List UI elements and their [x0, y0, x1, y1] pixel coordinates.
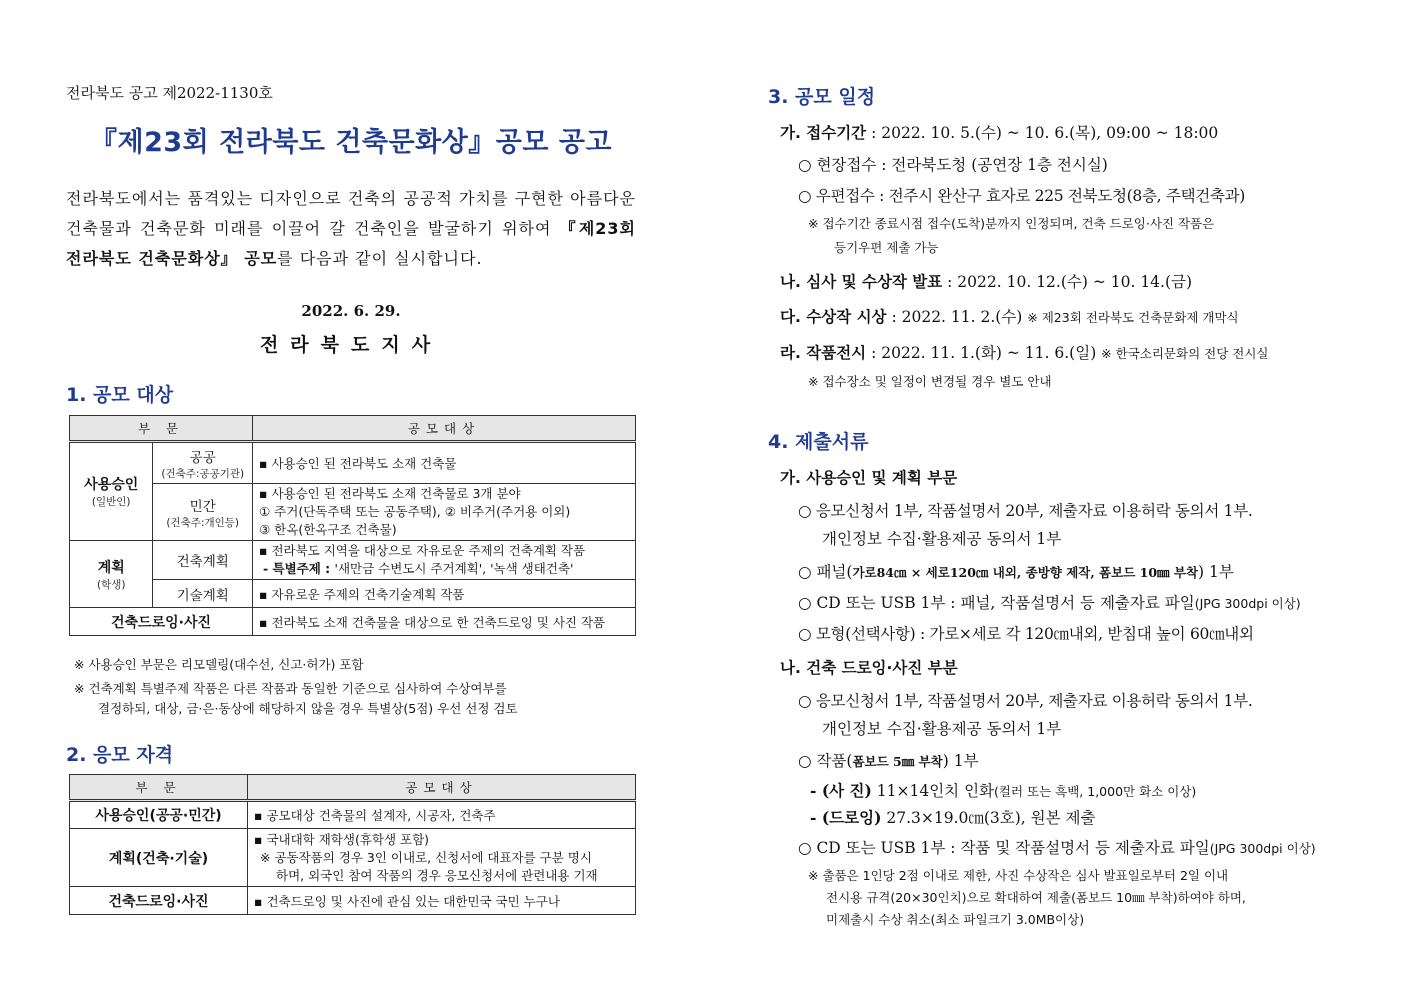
schedule-review — [780, 270, 1192, 292]
intro-text-1: 전라북도에서는 품격있는 디자인으로 건축의 공공적 가치를 구현한 아름다운 건축물과 건축문화 미래를 이끌어 갈 건축인을 발굴하기 위하여 — [66, 189, 636, 238]
section-2-title: 2. 응모 자격 — [66, 744, 174, 766]
table2-header-division: 부 문 — [70, 775, 248, 801]
private-target-line-2: ① 주거(단독주택 또는 공동주택), ② 비주거(주거용 이외) — [259, 504, 571, 519]
qualification-table — [69, 774, 636, 915]
receipt-note-2: 등기우편 제출 가능 — [834, 240, 939, 255]
section-1-title: 1. 공모 대상 — [66, 384, 174, 406]
work-spec: 폼보드 5㎜ 부착 — [852, 754, 943, 769]
special-theme-label: - 특별주제 : — [262, 561, 335, 576]
special-theme-value: '새만금 수변도시 주거계획', '녹색 생태건축' — [334, 561, 574, 576]
cell-arch-plan: 건축계획 — [153, 541, 253, 580]
cell-public-target: ▪ 사용승인 된 전라북도 소재 건축물 — [253, 442, 636, 484]
docs-b-line-1: ○ 응모신청서 1부, 작품설명서 20부, 제출자료 이용허락 동의서 1부. — [798, 692, 1253, 710]
table2-header-target: 공모대상 — [248, 775, 636, 801]
sub-private: (건축주:개인등) — [166, 516, 240, 529]
docs-b-photo — [810, 779, 1196, 801]
schedule-receipt — [780, 121, 1218, 143]
docs-b-work — [798, 749, 979, 771]
q-plan-line-1: ▪ 국내대학 재학생(휴학생 포함) — [254, 831, 430, 847]
docs-b-line-1b: 개인정보 수집·활용제공 동의서 1부 — [822, 720, 1062, 738]
intro-bold: 『제23회 전라북도 건축문화상』 공모 — [66, 219, 636, 268]
cell-drawing-target: ▪ 전라북도 소재 건축물을 대상으로 한 건축드로잉 및 사진 작품 — [253, 608, 636, 636]
receipt-value: : 2022. 10. 5.(수) ~ 10. 6.(목), 09:00 ~ 18:00 — [866, 124, 1219, 142]
cell-tech-plan-target: ▪ 자유로운 주제의 건축기술계획 작품 — [253, 580, 636, 608]
table-header-division: 부 문 — [70, 416, 253, 442]
photo-spec: 11×14인치 인화 — [871, 782, 995, 800]
cell-q-drawing-target: ▪ 건축드로잉 및 사진에 관심 있는 대한민국 국민 누구나 — [248, 887, 636, 915]
docs-b-note-2: 전시용 규격(20×30인치)으로 확대하여 제출(폼보드 10㎜ 부착)하여야 하며, — [826, 890, 1246, 905]
docs-b-drawing — [810, 806, 1095, 828]
intro-paragraph — [66, 184, 636, 274]
receipt-note-1: ※ 접수기간 종료시점 접수(도착)분까지 인정되며, 건축 드로잉·사진 작품은 — [808, 216, 1215, 231]
b-cd-spec: (JPG 300dpi 이상) — [1209, 841, 1316, 856]
panel-suffix: ) 1부 — [1198, 563, 1234, 581]
section-4-title: 4. 제출서류 — [768, 431, 869, 453]
notice-number: 전라북도 공고 제2022-1130호 — [66, 84, 273, 102]
docs-a-model: ○ 모형(선택사항) : 가로×세로 각 120㎝내외, 받침대 높이 60㎝내외 — [798, 625, 1254, 643]
cd-spec: (JPG 300dpi 이상) — [1194, 596, 1301, 611]
award-label: 다. 수상작 시상 — [780, 308, 887, 326]
note-special-theme-1: ※ 건축계획 특별주제 작품은 다른 작품과 동일한 기준으로 심사하여 수상여부를 — [74, 681, 507, 696]
b-cd-text: ○ CD 또는 USB 1부 : 작품 및 작품설명서 등 제출자료 파일 — [798, 839, 1210, 857]
label-plan: 계획 — [97, 559, 125, 576]
schedule-award — [780, 305, 1239, 327]
q-plan-line-3: 하며, 외국인 참여 작품의 경우 응모신청서에 관련내용 기재 — [276, 867, 598, 883]
cell-q-use-target: ▪ 공모대상 건축물의 설계자, 시공자, 건축주 — [248, 801, 636, 829]
exhibit-note: ※ 한국소리문화의 전당 전시실 — [1101, 346, 1269, 361]
docs-a-title: 가. 사용승인 및 계획 부문 — [780, 469, 958, 487]
arch-plan-target-line-1: ▪ 전라북도 지역을 대상으로 자유로운 주제의 건축계획 작품 — [259, 543, 586, 558]
eligibility-target-table — [69, 415, 636, 636]
notice-date: 2022. 6. 29. — [301, 302, 401, 320]
issuing-org: 전라북도지사 — [259, 334, 443, 356]
intro-text-2: 를 다음과 같이 실시합니다. — [277, 249, 483, 268]
note-special-theme-2: 결정하되, 대상, 금·은·동상에 해당하지 않을 경우 특별상(5점) 우선 선정 검토 — [98, 701, 518, 716]
review-value: : 2022. 10. 12.(수) ~ 10. 14.(금) — [942, 273, 1193, 291]
drawing-label: - (드로잉) — [810, 808, 882, 827]
panel-prefix: ○ 패널( — [798, 563, 853, 581]
cell-public — [153, 442, 253, 484]
docs-b-note-1: ※ 출품은 1인당 2점 이내로 제한, 사진 수상작은 심사 발표일로부터 2일 이내 — [808, 868, 1229, 883]
docs-a-cd — [798, 591, 1301, 613]
cell-q-drawing: 건축드로잉·사진 — [70, 887, 248, 915]
onsite-receipt: ○ 현장접수 : 전라북도청 (공연장 1층 전시실) — [798, 156, 1108, 174]
docs-b-title: 나. 건축 드로잉·사진 부분 — [780, 659, 958, 677]
mail-receipt: ○ 우편접수 : 전주시 완산구 효자로 225 전북도청(8층, 주택건축과) — [798, 187, 1246, 205]
cd-text: ○ CD 또는 USB 1부 : 패널, 작품설명서 등 제출자료 파일 — [798, 594, 1195, 612]
table-header-target: 공모대상 — [253, 416, 636, 442]
award-note: ※ 제23회 전라북도 건축문화제 개막식 — [1027, 310, 1239, 325]
cell-use-approval — [70, 442, 153, 541]
cell-q-plan-target — [248, 829, 636, 887]
q-plan-line-2: ※ 공동작품의 경우 3인 이내로, 신청서에 대표자를 구분 명시 — [260, 849, 592, 865]
sub-public: (건축주:공공기관) — [161, 467, 245, 480]
cell-plan — [70, 541, 153, 608]
docs-a-line-1: ○ 응모신청서 1부, 작품설명서 20부, 제출자료 이용허락 동의서 1부. — [798, 502, 1253, 520]
docs-b-note-3: 미제출시 수상 취소(최소 파일크기 3.0MB이상) — [826, 912, 1085, 927]
exhibit-value: : 2022. 11. 1.(화) ~ 11. 6.(일) — [866, 344, 1102, 362]
cell-private — [153, 484, 253, 541]
docs-a-panel — [798, 560, 1234, 582]
private-target-line-3: ③ 한옥(한옥구조 건축물) — [259, 522, 397, 537]
work-prefix: ○ 작품( — [798, 752, 853, 770]
section-3-title: 3. 공모 일정 — [768, 86, 876, 108]
schedule-change-note: ※ 접수장소 및 일정이 변경될 경우 별도 안내 — [808, 374, 1052, 389]
review-label: 나. 심사 및 수상작 발표 — [780, 273, 943, 291]
receipt-label: 가. 접수기간 — [780, 124, 867, 142]
panel-spec: 가로84㎝ × 세로120㎝ 내외, 종방향 제작, 폼보드 10㎜ 부착 — [852, 565, 1199, 580]
work-suffix: ) 1부 — [942, 752, 979, 770]
photo-label: - (사 진) — [810, 781, 872, 800]
exhibit-label: 라. 작품전시 — [780, 344, 867, 362]
private-target-line-1: ▪ 사용승인 된 전라북도 소재 건축물로 3개 분야 — [259, 486, 521, 501]
docs-a-line-1b: 개인정보 수집·활용제공 동의서 1부 — [822, 530, 1062, 548]
cell-q-plan: 계획(건축·기술) — [70, 829, 248, 887]
award-value: : 2022. 11. 2.(수) — [886, 308, 1028, 326]
label-use-approval: 사용승인 — [84, 477, 139, 493]
cell-q-use: 사용승인(공공·민간) — [70, 801, 248, 829]
cell-tech-plan: 기술계획 — [153, 580, 253, 608]
label-private: 민간 — [189, 498, 216, 515]
cell-drawing: 건축드로잉·사진 — [70, 608, 253, 636]
docs-b-cd — [798, 836, 1316, 858]
drawing-spec: 27.3×19.0㎝(3호), 원본 제출 — [881, 809, 1096, 827]
sub-use-approval: (일반인) — [91, 496, 131, 508]
photo-note: (컬러 또는 흑백, 1,000만 화소 이상) — [994, 784, 1197, 799]
schedule-exhibit — [780, 341, 1268, 363]
note-remodeling: ※ 사용승인 부문은 리모델링(대수선, 신고·허가) 포함 — [74, 657, 364, 672]
label-public: 공공 — [189, 449, 216, 466]
cell-arch-plan-target — [253, 541, 636, 580]
sub-plan: (학생) — [96, 578, 126, 591]
cell-private-target — [253, 484, 636, 541]
page-title: 『제23회 전라북도 건축문화상』공모 공고 — [89, 127, 612, 158]
